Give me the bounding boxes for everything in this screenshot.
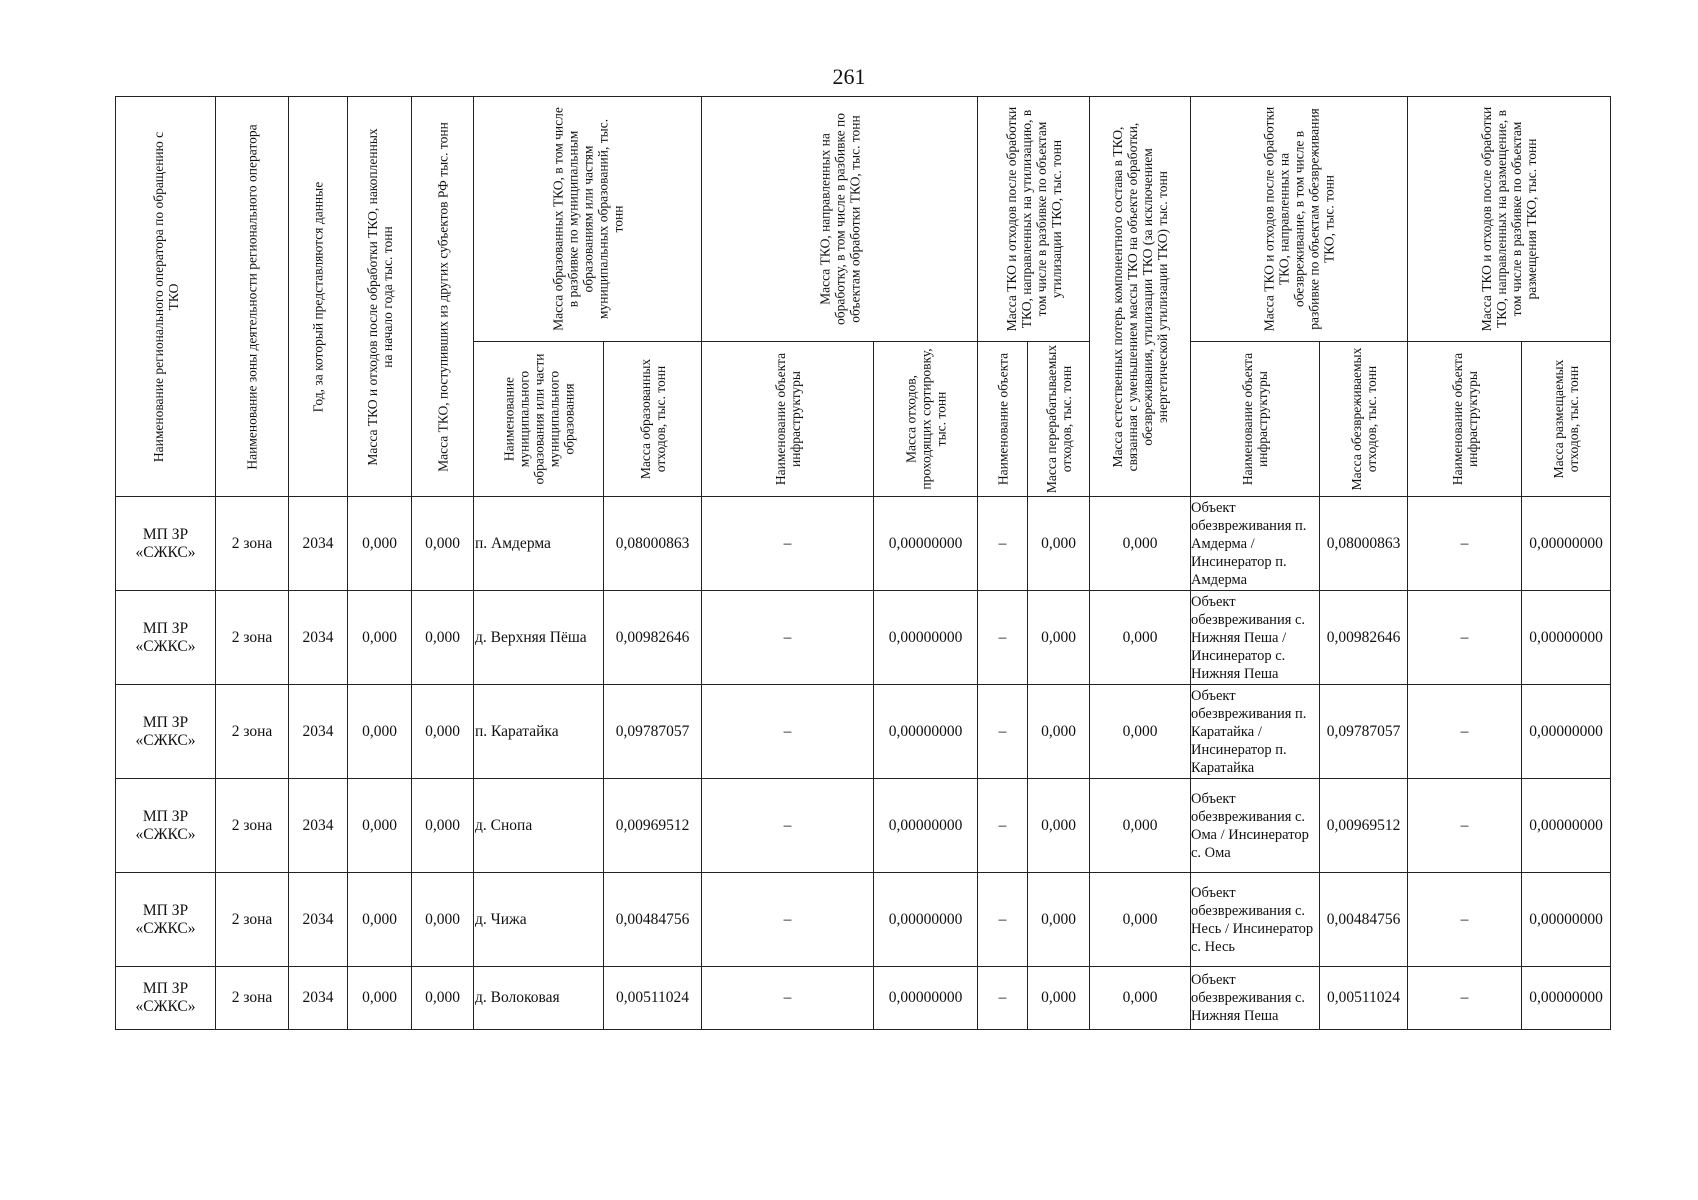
header-accumulated: Масса ТКО и отходов после обработки ТКО, накопленных на начало года тыс. тонн [348,97,412,497]
page-number: 261 [832,64,866,89]
cell-from-regions: 0,000 [412,591,474,685]
cell-operator: МП ЗР «СЖКС» [116,497,216,591]
header-utilization-mass: Масса перерабатываемых отходов, тыс. тонн [1028,342,1090,497]
header-zone: Наименование зоны деятельности регионального оператора [216,97,289,497]
cell-processing-mass: 0,00000000 [874,685,978,779]
cell-year: 2034 [289,497,348,591]
cell-accumulated: 0,000 [348,873,412,967]
cell-operator: МП ЗР «СЖКС» [116,591,216,685]
cell-processing-mass: 0,00000000 [874,591,978,685]
cell-accumulated: 0,000 [348,967,412,1030]
waste-data-table [115,96,1611,1030]
cell-year: 2034 [289,685,348,779]
table-row [116,591,1611,685]
header-placement-group: Масса ТКО и отходов после обработки ТКО, направленных на размещение, в том числе в разбивке по объектам размещения ТКО, тыс. тонн [1408,97,1611,342]
header-placement-object: Наименование объекта инфраструктуры [1408,342,1522,497]
cell-utilization-mass: 0,000 [1028,591,1090,685]
cell-neutralization-object: Объект обезвреживания п. Каратайка / Инсинератор п. Каратайка [1191,685,1320,779]
cell-municipality: п. Каратайка [474,685,604,779]
cell-processing-mass: 0,00000000 [874,873,978,967]
cell-from-regions: 0,000 [412,685,474,779]
cell-placement-mass: 0,00000000 [1522,873,1611,967]
table-row [116,497,1611,591]
header-generated-mass: Масса образованных отходов, тыс. тонн [604,342,702,497]
cell-processing-object: – [702,779,874,873]
cell-year: 2034 [289,779,348,873]
cell-natural-losses: 0,000 [1090,873,1191,967]
cell-zone: 2 зона [216,685,289,779]
header-processing-group: Масса ТКО, направленных на обработку, в том числе в разбивке по объектам обработки ТКО, тыс. тонн [702,97,978,342]
cell-accumulated: 0,000 [348,779,412,873]
cell-natural-losses: 0,000 [1090,591,1191,685]
cell-accumulated: 0,000 [348,685,412,779]
cell-municipality: п. Амдерма [474,497,604,591]
cell-from-regions: 0,000 [412,779,474,873]
cell-placement-object: – [1408,591,1522,685]
cell-processing-object: – [702,497,874,591]
cell-neutralization-mass: 0,00969512 [1320,779,1408,873]
cell-natural-losses: 0,000 [1090,967,1191,1030]
cell-placement-mass: 0,00000000 [1522,967,1611,1030]
cell-accumulated: 0,000 [348,497,412,591]
cell-municipality: д. Волоковая [474,967,604,1030]
cell-operator: МП ЗР «СЖКС» [116,873,216,967]
header-from-regions: Масса ТКО, поступивших из других субъектов РФ тыс. тонн [412,97,474,497]
cell-neutralization-object: Объект обезвреживания с. Несь / Инсинератор с. Несь [1191,873,1320,967]
header-generated-group: Масса образованных ТКО, в том числе в разбивке по муниципальным образованиям или частям муниципальных образований, тыс. тонн [474,97,702,342]
cell-from-regions: 0,000 [412,873,474,967]
header-neutralization-mass: Масса обезвреживаемых отходов, тыс. тонн [1320,342,1408,497]
cell-placement-mass: 0,00000000 [1522,779,1611,873]
header-natural-losses: Масса естественных потерь компонентного состава в ТКО, связанная с уменьшением массы ТКО на объекте обработки, обезвреживания, утилизации ТКО (за исключением энергетической утилизации ТКО) тыс. тонн [1090,97,1191,497]
cell-natural-losses: 0,000 [1090,779,1191,873]
header-utilization-object: Наименование объекта [978,342,1028,497]
cell-operator: МП ЗР «СЖКС» [116,685,216,779]
cell-generated-mass: 0,00982646 [604,591,702,685]
cell-neutralization-mass: 0,00484756 [1320,873,1408,967]
header-neutralization-group: Масса ТКО и отходов после обработки ТКО, направленных на обезвреживание, в том числе в разбивке по объектам обезвреживания ТКО, тыс. тонн [1191,97,1408,342]
cell-zone: 2 зона [216,497,289,591]
table-row [116,779,1611,873]
cell-neutralization-object: Объект обезвреживания с. Нижняя Пеша [1191,967,1320,1030]
cell-from-regions: 0,000 [412,967,474,1030]
cell-neutralization-object: Объект обезвреживания с. Ома / Инсинератор с. Ома [1191,779,1320,873]
table-row [116,873,1611,967]
cell-utilization-object: – [978,497,1028,591]
header-operator: Наименование регионального оператора по обращению с ТКО [116,97,216,497]
cell-year: 2034 [289,873,348,967]
cell-utilization-object: – [978,779,1028,873]
cell-utilization-object: – [978,591,1028,685]
cell-processing-object: – [702,967,874,1030]
cell-neutralization-mass: 0,09787057 [1320,685,1408,779]
cell-municipality: д. Снопа [474,779,604,873]
cell-placement-object: – [1408,779,1522,873]
cell-neutralization-mass: 0,00982646 [1320,591,1408,685]
cell-utilization-mass: 0,000 [1028,497,1090,591]
cell-processing-object: – [702,873,874,967]
cell-placement-mass: 0,00000000 [1522,591,1611,685]
cell-placement-object: – [1408,873,1522,967]
cell-placement-object: – [1408,685,1522,779]
cell-placement-object: – [1408,967,1522,1030]
cell-generated-mass: 0,00969512 [604,779,702,873]
header-neutralization-object: Наименование объекта инфраструктуры [1191,342,1320,497]
cell-placement-object: – [1408,497,1522,591]
cell-utilization-mass: 0,000 [1028,685,1090,779]
header-placement-mass: Масса размещаемых отходов, тыс. тонн [1522,342,1611,497]
cell-generated-mass: 0,00484756 [604,873,702,967]
cell-utilization-mass: 0,000 [1028,873,1090,967]
cell-placement-mass: 0,00000000 [1522,685,1611,779]
cell-operator: МП ЗР «СЖКС» [116,779,216,873]
cell-neutralization-object: Объект обезвреживания п. Амдерма / Инсинератор п. Амдерма [1191,497,1320,591]
cell-neutralization-object: Объект обезвреживания с. Нижняя Пеша / Инсинератор с. Нижняя Пеша [1191,591,1320,685]
header-processing-mass: Масса отходов, проходящих сортировку, тыс. тонн [874,342,978,497]
table-row [116,685,1611,779]
cell-utilization-mass: 0,000 [1028,967,1090,1030]
cell-zone: 2 зона [216,591,289,685]
header-processing-object: Наименование объекта инфраструктуры [702,342,874,497]
cell-zone: 2 зона [216,779,289,873]
cell-processing-mass: 0,00000000 [874,779,978,873]
cell-generated-mass: 0,00511024 [604,967,702,1030]
cell-generated-mass: 0,09787057 [604,685,702,779]
cell-natural-losses: 0,000 [1090,497,1191,591]
cell-from-regions: 0,000 [412,497,474,591]
cell-natural-losses: 0,000 [1090,685,1191,779]
cell-operator: МП ЗР «СЖКС» [116,967,216,1030]
cell-utilization-object: – [978,967,1028,1030]
cell-zone: 2 зона [216,967,289,1030]
header-year: Год, за который представляются данные [289,97,348,497]
cell-year: 2034 [289,967,348,1030]
cell-placement-mass: 0,00000000 [1522,497,1611,591]
header-utilization-group: Масса ТКО и отходов после обработки ТКО, направленных на утилизацию, в том числе в разбивке по объектам утилизации ТКО, тыс. тонн [978,97,1090,342]
cell-utilization-object: – [978,873,1028,967]
cell-zone: 2 зона [216,873,289,967]
cell-neutralization-mass: 0,08000863 [1320,497,1408,591]
cell-municipality: д. Чижа [474,873,604,967]
cell-neutralization-mass: 0,00511024 [1320,967,1408,1030]
cell-utilization-object: – [978,685,1028,779]
cell-processing-object: – [702,685,874,779]
cell-processing-mass: 0,00000000 [874,967,978,1030]
cell-utilization-mass: 0,000 [1028,779,1090,873]
header-generated-municipality: Наименование муниципального образования или части муниципального образования [474,342,604,497]
cell-processing-object: – [702,591,874,685]
cell-generated-mass: 0,08000863 [604,497,702,591]
cell-municipality: д. Верхняя Пёша [474,591,604,685]
table-row [116,967,1611,1030]
cell-year: 2034 [289,591,348,685]
cell-processing-mass: 0,00000000 [874,497,978,591]
cell-accumulated: 0,000 [348,591,412,685]
